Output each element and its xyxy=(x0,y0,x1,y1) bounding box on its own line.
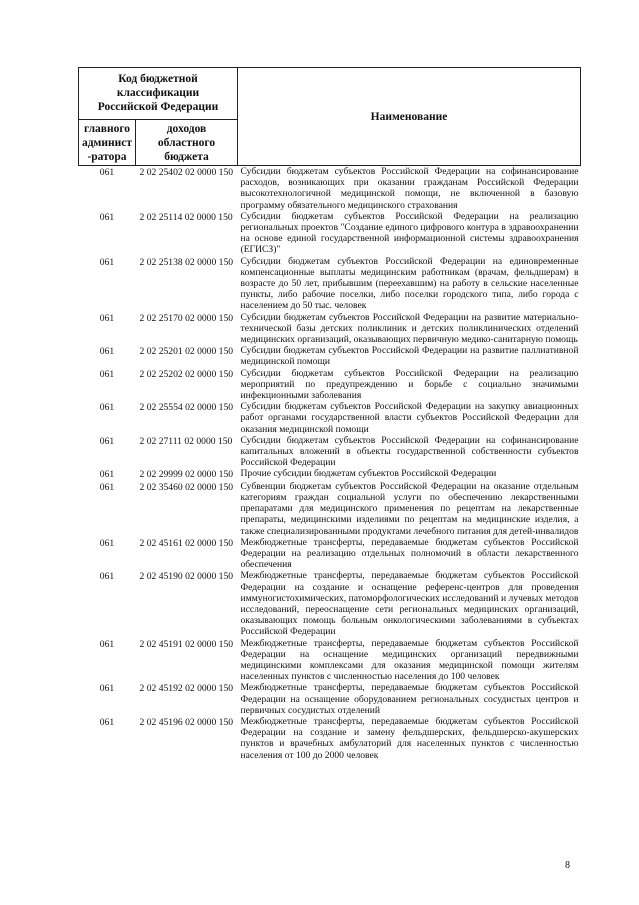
income-code: 2 02 25202 02 0000 150 xyxy=(139,368,234,380)
income-code: 2 02 25402 02 0000 150 xyxy=(139,167,234,178)
table-row xyxy=(79,435,581,469)
admin-code: 061 xyxy=(99,481,115,493)
admin-code: 061 xyxy=(99,683,115,695)
income-name: Межбюджетные трансферты, передаваемые бюджетам субъектов Российской Федерации на создание и замену фельдшерских, фельдшерско-акушерских пунктов и врачебных амбулаторий для населенных пунктов с численностью населения от 100 до 2000 человек xyxy=(240,715,579,761)
table-row xyxy=(79,166,581,211)
income-code: 2 02 45196 02 0000 150 xyxy=(139,716,234,728)
income-name: Субсидии бюджетам субъектов Российской Федерации на софинансирование расходов, возникающих при оказании гражданам Российской Федерации высокотехнологичной медицинской помощи, не включенной в базовую программу обязательного медицинского страхования xyxy=(240,166,579,211)
admin-code: 061 xyxy=(99,537,115,549)
income-code: 2 02 45190 02 0000 150 xyxy=(139,571,234,583)
admin-code: 061 xyxy=(99,256,115,268)
admin-code: 061 xyxy=(99,167,115,178)
admin-code: 061 xyxy=(99,312,115,324)
admin-code: 061 xyxy=(99,469,115,481)
income-code: 2 02 27111 02 0000 150 xyxy=(139,435,233,447)
admin-code: 061 xyxy=(99,571,115,583)
table-row xyxy=(79,368,581,402)
table-row xyxy=(79,256,581,312)
table-row xyxy=(79,537,581,571)
page-number: 8 xyxy=(565,860,570,871)
admin-column-header: главного админист-ратора xyxy=(79,120,136,166)
table-row xyxy=(79,570,581,637)
admin-code: 061 xyxy=(99,211,115,223)
table-row xyxy=(79,638,581,683)
admin-code: 061 xyxy=(99,716,115,728)
kbk-header: Код бюджетной классификации Российской Федерации xyxy=(79,68,238,120)
admin-code: 061 xyxy=(99,368,115,380)
table-row xyxy=(79,211,581,256)
name-column-header: Наименование xyxy=(238,68,581,166)
budget-classification-table xyxy=(78,67,581,761)
income-name: Субсидии бюджетам субъектов Российской Федерации на единовременные компенсационные выплаты медицинским работникам (врачам, фельдшерам) в возрасте до 50 лет, прибывшим (переехавшим) на работу в сельские населенные пункты, либо рабочие поселки, либо поселки городского типа, либо города с населением до 50 тыс. человек xyxy=(240,255,579,312)
income-name: Субсидии бюджетам субъектов Российской Федерации на софинансирование капитальных вложений в объекты государственной собственности субъектов Российской Федерации xyxy=(240,434,579,469)
income-name: Субсидии бюджетам субъектов Российской Федерации на развитие паллиативной медицинской помощи xyxy=(240,345,579,368)
admin-code: 061 xyxy=(99,346,115,358)
table-row xyxy=(79,716,581,761)
income-code: 2 02 25114 02 0000 150 xyxy=(139,211,233,223)
table-row xyxy=(79,345,581,367)
income-code: 2 02 45161 02 0000 150 xyxy=(139,537,234,549)
income-name: Межбюджетные трансферты, передаваемые бюджетам субъектов Российской Федерации на оснащение оборудованием региональных сосудистых центров и первичных сосудистых отделений xyxy=(240,682,579,716)
table-row xyxy=(79,401,581,435)
income-code: 2 02 45191 02 0000 150 xyxy=(139,638,234,650)
income-code: 2 02 25554 02 0000 150 xyxy=(139,402,234,414)
income-name: Субсидии бюджетам субъектов Российской Федерации на закупку авиационных работ органами государственной власти субъектов Российской Федерации для оказания медицинской помощи xyxy=(240,401,579,435)
table-row xyxy=(79,682,581,716)
income-name: Межбюджетные трансферты, передаваемые бюджетам субъектов Российской Федерации на оснащение медицинских организаций передвижными медицинскими комплексами для оказания медицинской помощи жителям населенных пунктов с численностью населения до 100 человек xyxy=(240,637,579,683)
income-name: Прочие субсидии бюджетам субъектов Российской Федерации xyxy=(240,468,497,480)
income-name: Межбюджетные трансферты, передаваемые бюджетам субъектов Российской Федерации на создание и оснащение референс-центров для проведения иммуногистохимических, патоморфологических исследований и лучевых методов исследований, переоснащение сети региональных медицинских организаций, оказывающих помощь больным онкологическими заболеваниями в субъектах Российской Федерации xyxy=(240,570,579,638)
income-code: 2 02 35460 02 0000 150 xyxy=(139,481,234,493)
income-code: 2 02 25170 02 0000 150 xyxy=(139,312,234,324)
income-code: 2 02 45192 02 0000 150 xyxy=(139,683,234,695)
table-row xyxy=(79,468,581,480)
income-column-header: доходов областного бюджета xyxy=(136,120,238,166)
income-code: 2 02 25138 02 0000 150 xyxy=(139,256,234,268)
income-code: 2 02 29999 02 0000 150 xyxy=(139,469,234,481)
admin-code: 061 xyxy=(99,402,115,414)
income-name: Субсидии бюджетам субъектов Российской Федерации на развитие материально-технической базы детских поликлиник и детских поликлинических отделений медицинских организаций, оказывающих первичную медико-санитарную помощь xyxy=(240,311,579,346)
income-name: Субсидии бюджетам субъектов Российской Федерации на реализацию региональных проектов "Создание единого цифрового контура в здравоохранении на основе единой государственной информационной системы здравоохранения (ЕГИСЗ)" xyxy=(240,210,579,256)
admin-code: 061 xyxy=(99,435,115,447)
table-row xyxy=(79,481,581,537)
income-name: Межбюджетные трансферты, передаваемые бюджетам субъектов Российской Федерации на реализацию отдельных полномочий в области лекарственного обеспечения xyxy=(240,536,579,571)
table-row xyxy=(79,312,581,346)
admin-code: 061 xyxy=(99,638,115,650)
income-code: 2 02 25201 02 0000 150 xyxy=(139,346,234,358)
income-name: Субвенции бюджетам субъектов Российской Федерации на оказание отдельным категориям граждан социальной услуги по обеспечению лекарственными препаратами для медицинского применения по рецептам на лекарственные препараты, медицинскими изделиями по рецептам на медицинские изделия, а также специализированными продуктами лечебного питания для детей-инвалидов xyxy=(240,480,579,537)
income-name: Субсидии бюджетам субъектов Российской Федерации на реализацию мероприятий по предупреждению и борьбе с социально значимыми инфекционными заболевания xyxy=(240,367,579,402)
